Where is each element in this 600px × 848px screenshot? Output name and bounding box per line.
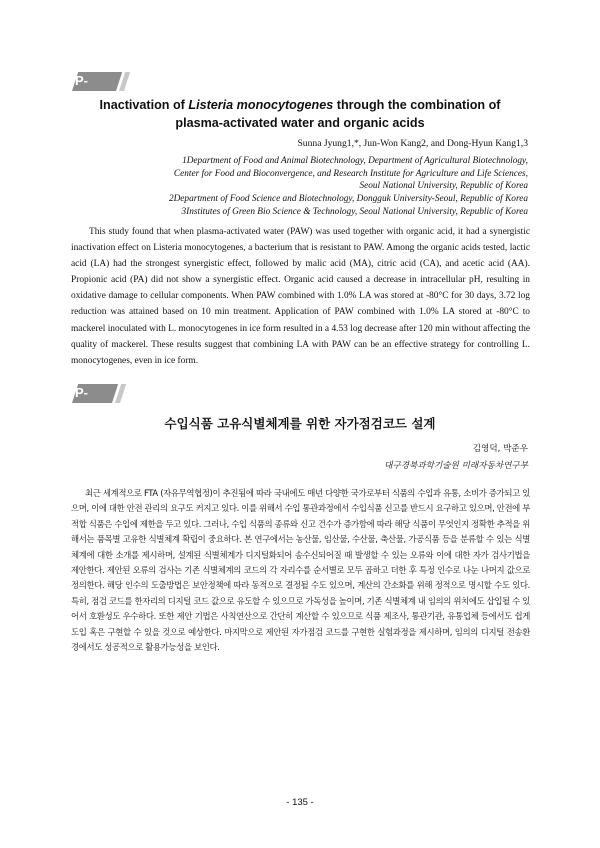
title-text: Inactivation of <box>99 98 189 112</box>
badge-label: P-65 <box>75 73 90 103</box>
affiliation-line: 3Institutes of Green Bio Science & Technology, Seoul National University, Republic of Korea <box>181 206 528 217</box>
affiliation-line: Seoul National University, Republic of Korea <box>359 181 528 192</box>
title-text: through the combination of <box>333 98 501 112</box>
korean-paragraph: 최근 세계적으로 FTA (자유무역협정)이 추진됨에 따라 국내에도 매년 다양한 국가로부터 식품의 수입과 유통, 소비가 증가되고 있으며, 이에 대한 안전 관리의 요구도 커지고 있다. 이를 위해서 수입 통관과정에서 수입식품 신고를 반드시 요구하고 있으며, 안전에 부적합 식품은 수입에 제한을 두고 있다. 그러나, 수입 식품의 종류와 신고 건수가 증가함에 따라 해당 식품이 무엇인지 정확한 추적을 위해서는 품목별 고유한 식별체계 확립이 중요하다. 본 연구에서는 농산물, 임산물, 수산물, 축산물, 가공식품 등을 분류할 수 있는 식별체계에 대한 소개를 제시하며, 설계된 식별체계가 디지털화되어 송수신되어질 때 발생할 수 있는 오류와 이에 대한 자가 검사기법을 제안한다. 제안된 오류의 검사는 기존 식별체계의 코드의 각 자리수를 순서별로 모두 곱하고 더한 후 특정 인수로 나눈 나머지 값으로 정의한다. 해당 인수의 도출방법은 보안정책에 따라 동적으로 결정될 수도 있으며, 계산의 간소화를 위해 정적으로 명시할 수도 있다. 특히, 점검 코드를 한자리의 디지털 코드 값으로 유도할 수 있으므로 가독성을 높이며, 기존 식별체계 내 임의의 위치에도 삽입될 수 있어서 호환성도 우수하다. 또한 제안 기법은 사칙연산으로 간단히 계산할 수 있으므로 식품 제조사, 통관기관, 유통업체 등에서도 쉽게 도입 혹은 구현할 수 있을 것으로 예상한다. 마지막으로 제안된 자가점검 코드를 구현한 실험과정을 제시하며, 임의의 디지털 전송환경에서도 성공적으로 활용가능성을 보인다. <box>71 488 530 653</box>
affiliation-line: 2Department of Food Science and Biotechnology, Dongguk University-Seoul, Republic of Korea <box>168 194 528 205</box>
abstract-title <box>60 96 540 132</box>
title-species: Listeria monocytogenes <box>188 98 334 112</box>
affiliation-line: Center for Food and Bioconvergence, and Research Institute for Agriculture and Life Sciences, <box>173 168 528 179</box>
korean-author-list: 김영덕, 박준우 <box>472 444 528 454</box>
badge-label: P-66 <box>75 385 90 415</box>
korean-abstract-body <box>71 486 530 655</box>
abstract-body <box>71 224 530 369</box>
title-text: plasma-activated water and organic acids <box>175 116 425 130</box>
affiliations <box>88 155 528 219</box>
affiliation-line: 1Department of Food and Animal Biotechnology, Department of Agricultural Biotechnology, <box>182 156 528 166</box>
korean-abstract-title: 수입식품 고유식별체계를 위한 자가점검코드 설계 <box>164 416 436 431</box>
author-line: Sunna Jyung1,*, Jun-Won Kang2, and Dong-Hyun Kang1,3 <box>297 138 528 149</box>
abstract-paragraph: This study found that when plasma-activated water (PAW) was used together with organic acid, it had a synergistic inactivation effect on Listeria monocytogenes, a bacterium that is resistant to PAW. Among the organic acids tested, lactic acid (LA) had the strongest synergistic effect, followed by malic acid (MA), citric acid (CA), and acetic acid (AA). Propionic acid (PA) did not show a synergistic effect. Organic acid caused a decrease in intracellular pH, resulting in oxidative damage to cellular components. When PAW combined with 1.0% LA was stored at -80°C for 30 days, 3.72 log reduction was attained based on 10 min treatment. Application of PAW combined with 1.0% LA stored at -80°C to mackerel inoculated with L. monocytogenes in ice form resulted in a 4.53 log decrease after 120 min without affecting the quality of mackerel. These results suggest that combining LA with PAW can be an effective strategy for controlling L. monocytogenes, even in ice form. <box>71 227 530 366</box>
page-number: - 135 - <box>286 797 314 808</box>
author-list <box>297 138 528 149</box>
korean-affiliation: 대구경북과학기술원 미래자동차연구부 <box>384 461 528 471</box>
